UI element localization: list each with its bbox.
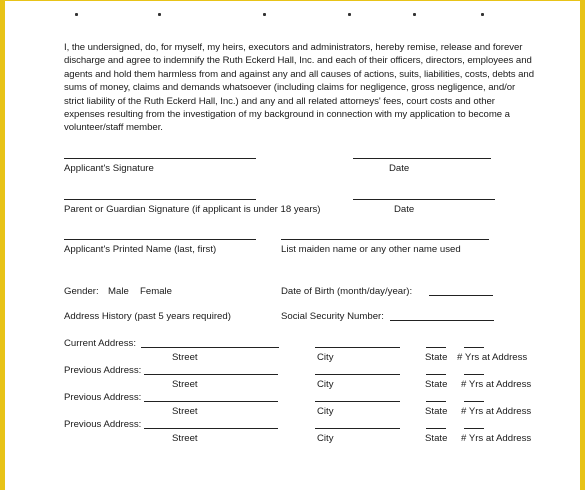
gender-male-option[interactable]: Male <box>108 286 129 297</box>
release-paragraph: I, the undersigned, do, for myself, my heirs, executors and administrators, hereby remise, release and forever discharge and agree to indemnify the Ruth Eckerd Hall, Inc. and each of their officers, directors, employees and agents and hold them harmless from and against any and all causes of actions, suits, liabilities, costs, debts and sums of money, claims and demands whatsoever (including claims for negligence, gross negligence, and/or strict liability of the Ruth Eckerd Hall, Inc.) and any and all related attorneys' fees, court costs and other expenses resulting from the investigation of my background in connection with my application to become a volunteer/staff member. <box>64 42 534 134</box>
previous-1-years-line[interactable] <box>464 374 484 375</box>
current-state-label: State <box>425 352 448 363</box>
guardian-signature-line[interactable] <box>64 199 256 200</box>
previous-2-years-line[interactable] <box>464 401 484 402</box>
current-city-line[interactable] <box>315 347 400 348</box>
maiden-name-line[interactable] <box>281 239 489 240</box>
previous-1-street-line[interactable] <box>144 374 278 375</box>
previous-2-state-label: State <box>425 406 448 417</box>
applicant-signature-date-line[interactable] <box>353 158 491 159</box>
applicant-signature-line[interactable] <box>64 158 256 159</box>
previous-2-street-line[interactable] <box>144 401 278 402</box>
previous-3-city-label: City <box>317 433 334 444</box>
ssn-line[interactable] <box>390 320 494 321</box>
current-address-label: Current Address: <box>64 338 136 349</box>
previous-3-state-line[interactable] <box>426 428 446 429</box>
dob-line[interactable] <box>429 295 493 296</box>
previous-3-years-line[interactable] <box>464 428 484 429</box>
previous-2-years-label: # Yrs at Address <box>461 406 532 417</box>
previous-address-3-label: Previous Address: <box>64 419 142 430</box>
gender-label: Gender: <box>64 286 99 297</box>
previous-1-years-label: # Yrs at Address <box>461 379 532 390</box>
guardian-signature-date-line[interactable] <box>353 199 495 200</box>
previous-2-street-label: Street <box>172 406 198 417</box>
previous-3-street-line[interactable] <box>144 428 278 429</box>
previous-2-city-label: City <box>317 406 334 417</box>
previous-1-street-label: Street <box>172 379 198 390</box>
previous-address-1-label: Previous Address: <box>64 365 142 376</box>
guardian-signature-label: Parent or Guardian Signature (if applicant is under 18 years) <box>64 204 321 215</box>
previous-2-state-line[interactable] <box>426 401 446 402</box>
current-years-line[interactable] <box>464 347 484 348</box>
previous-2-city-line[interactable] <box>315 401 400 402</box>
dob-label: Date of Birth (month/day/year): <box>281 286 413 297</box>
current-years-label: # Yrs at Address <box>457 352 528 363</box>
previous-3-years-label: # Yrs at Address <box>461 433 532 444</box>
previous-1-city-line[interactable] <box>315 374 400 375</box>
current-state-line[interactable] <box>426 347 446 348</box>
applicant-signature-date-label: Date <box>389 163 410 174</box>
previous-1-state-line[interactable] <box>426 374 446 375</box>
previous-3-city-line[interactable] <box>315 428 400 429</box>
guardian-signature-date-label: Date <box>394 204 415 215</box>
current-street-line[interactable] <box>141 347 279 348</box>
previous-1-city-label: City <box>317 379 334 390</box>
printed-name-label: Applicant's Printed Name (last, first) <box>64 244 217 255</box>
maiden-name-label: List maiden name or any other name used <box>281 244 461 255</box>
ssn-label: Social Security Number: <box>281 311 384 322</box>
previous-3-street-label: Street <box>172 433 198 444</box>
cropped-text-fragment <box>63 9 533 21</box>
current-city-label: City <box>317 352 334 363</box>
gender-female-option[interactable]: Female <box>140 286 172 297</box>
applicant-signature-label: Applicant's Signature <box>64 163 154 174</box>
previous-3-state-label: State <box>425 433 448 444</box>
printed-name-line[interactable] <box>64 239 256 240</box>
previous-address-2-label: Previous Address: <box>64 392 142 403</box>
address-history-label: Address History (past 5 years required) <box>64 311 231 322</box>
current-street-label: Street <box>172 352 198 363</box>
previous-1-state-label: State <box>425 379 448 390</box>
